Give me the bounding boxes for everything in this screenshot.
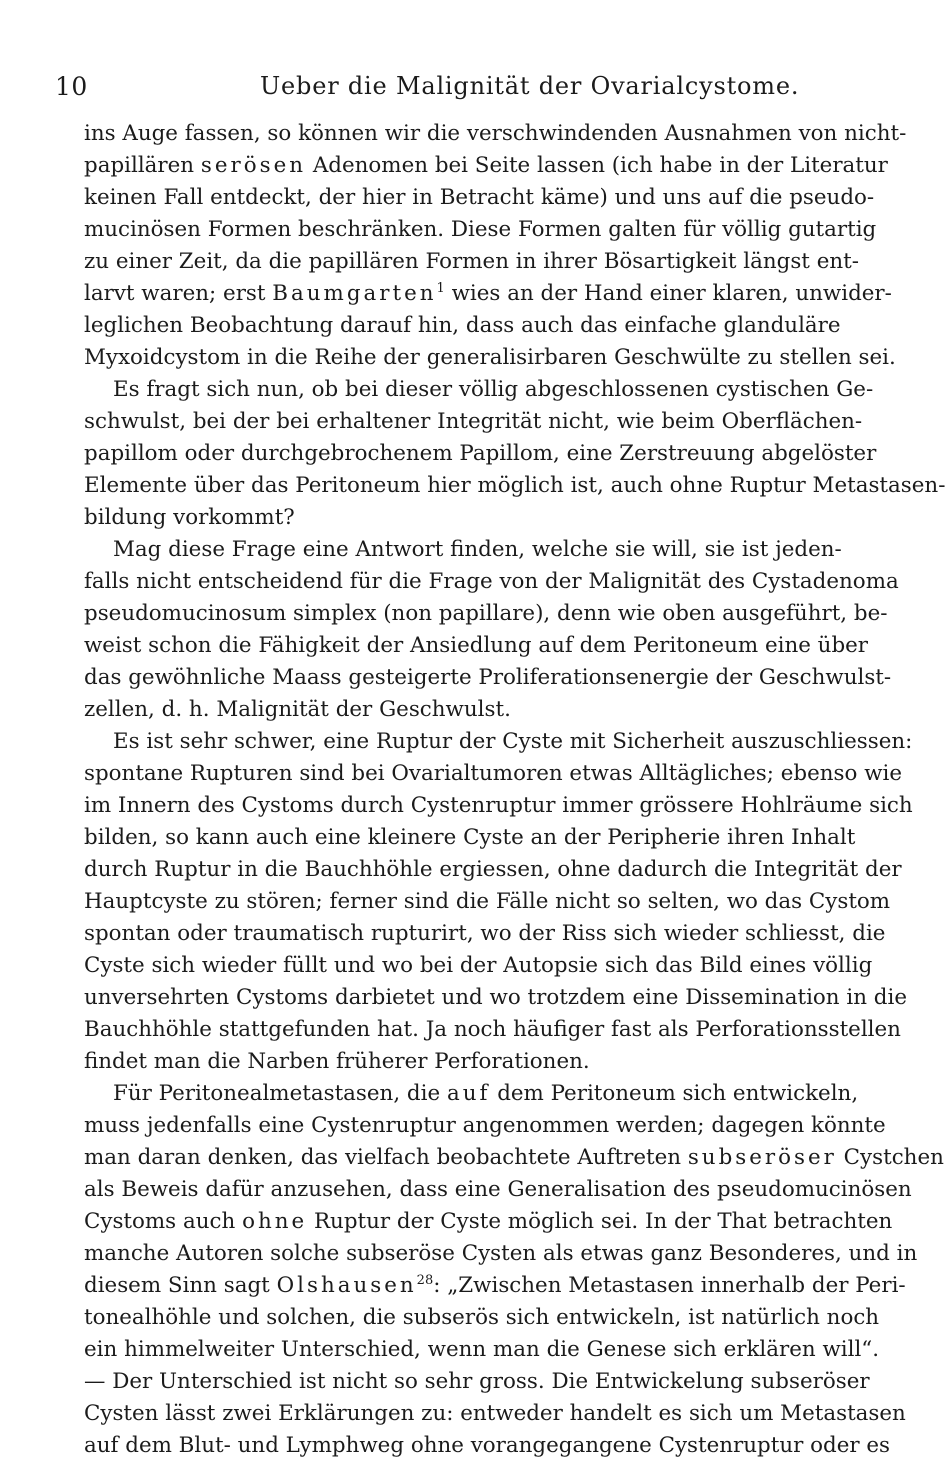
text-line: keinen Fall entdeckt, der hier in Betracht käme) und uns auf die pseudo-: [84, 185, 875, 210]
running-header: [55, 72, 800, 108]
text-line: mucinösen Formen beschränken. Diese Formen galten für völlig gutartig: [84, 217, 877, 242]
text-line: im Innern des Cystoms durch Cystenruptur immer grössere Hohlräume sich: [84, 793, 913, 818]
text-line: unversehrten Cystoms darbietet und wo trotzdem eine Dissemination in die: [84, 985, 907, 1010]
text-line: spontan oder traumatisch rupturirt, wo der Riss sich wieder schliesst, die: [84, 921, 886, 946]
spaced-emphasis: subseröser: [687, 1145, 837, 1170]
text-line: tonealhöhle und solchen, die subserös sich entwickeln, ist natürlich noch: [84, 1305, 880, 1330]
text-line: bilden, so kann auch eine kleinere Cyste an der Peripherie ihren Inhalt: [84, 825, 856, 850]
spaced-emphasis: serösen: [200, 153, 307, 178]
text-line: ins Auge fassen, so können wir die verschwindenden Ausnahmen von nicht-: [84, 121, 907, 146]
author-name: Baumgarten: [272, 281, 437, 306]
text-line: durch Ruptur in die Bauchhöhle ergiessen, ohne dadurch die Integrität der: [84, 857, 902, 882]
text-line: papillom oder durchgebrochenem Papillom, eine Zerstreuung abgelöster: [84, 441, 877, 466]
text-line: zu einer Zeit, da die papillären Formen in ihrer Bösartigkeit längst ent-: [84, 249, 859, 274]
text-line: man daran denken, das vielfach beobachtete Auftreten subseröser Cystchen: [84, 1145, 944, 1170]
text-line: findet man die Narben früherer Perforationen.: [84, 1049, 590, 1074]
paragraph-start: Für Peritonealmetastasen, die auf dem Peritoneum sich entwickeln,: [113, 1081, 859, 1106]
text-line: Cystoms auch ohne Ruptur der Cyste möglich sei. In der That betrachten: [84, 1209, 893, 1234]
text-line: larvt waren; erst Baumgarten$^1$ wies an der Hand einer klaren, unwider-: [84, 280, 892, 306]
body-text: [84, 118, 945, 1462]
text-line: Hauptcyste zu stören; ferner sind die Fälle nicht so selten, wo das Cystom: [84, 889, 891, 914]
text-line: leglichen Beobachtung darauf hin, dass auch das einfache glanduläre: [84, 313, 841, 338]
text-line: als Beweis dafür anzusehen, dass eine Generalisation des pseudomucinösen: [84, 1177, 912, 1202]
text-line: pseudomucinosum simplex (non papillare), denn wie oben ausgeführt, be-: [84, 601, 888, 626]
text-line: Bauchhöhle stattgefunden hat. Ja noch häufiger fast als Perforationsstellen: [84, 1017, 901, 1042]
text-line: Elemente über das Peritoneum hier möglich ist, auch ohne Ruptur Metastasen-: [84, 473, 945, 498]
running-title: Ueber die Malignität der Ovarialcystome.: [260, 72, 800, 100]
footnote-ref: 28: [416, 1272, 434, 1288]
text-line: zellen, d. h. Malignität der Geschwulst.: [84, 697, 511, 722]
paragraph-start: Es fragt sich nun, ob bei dieser völlig abgeschlossenen cystischen Ge-: [113, 377, 874, 402]
text-line: bildung vorkommt?: [84, 505, 295, 530]
text-line: Myxoidcystom in die Reihe der generalisirbaren Geschwülte zu stellen sei.: [84, 345, 896, 370]
text-line: spontane Rupturen sind bei Ovarialtumoren etwas Alltägliches; ebenso wie: [84, 761, 903, 786]
text-line: Cyste sich wieder füllt und wo bei der Autopsie sich das Bild eines völlig: [84, 953, 873, 978]
text-line: diesem Sinn sagt Olshausen$^{28}$: „Zwischen Metastasen innerhalb der Peri-: [84, 1272, 906, 1298]
footnote-ref: 1: [436, 280, 445, 296]
paragraph-start: Es ist sehr schwer, eine Ruptur der Cyste mit Sicherheit auszuschliessen:: [113, 729, 913, 754]
text-line: schwulst, bei der bei erhaltener Integrität nicht, wie beim Oberflächen-: [84, 409, 863, 434]
text-line: — Der Unterschied ist nicht so sehr gross. Die Entwickelung subseröser: [84, 1369, 870, 1394]
page-number: 10: [55, 72, 88, 101]
text-line: papillären serösen Adenomen bei Seite lassen (ich habe in der Literatur: [84, 153, 888, 178]
text-line: falls nicht entscheidend für die Frage von der Malignität des Cystadenoma: [84, 569, 899, 594]
text-line: auf dem Blut- und Lymphweg ohne vorangegangene Cystenruptur oder es: [84, 1433, 891, 1458]
author-name: Olshausen: [276, 1273, 417, 1298]
spaced-emphasis: ohne: [242, 1209, 308, 1234]
text-line: manche Autoren solche subseröse Cysten als etwas ganz Besonderes, und in: [84, 1241, 918, 1266]
paragraph-start: Mag diese Frage eine Antwort finden, welche sie will, sie ist jeden-: [113, 537, 842, 562]
text-line: muss jedenfalls eine Cystenruptur angenommen werden; dagegen könnte: [84, 1113, 886, 1138]
text-line: ein himmelweiter Unterschied, wenn man die Genese sich erklären will“.: [84, 1337, 880, 1362]
text-line: weist schon die Fähigkeit der Ansiedlung auf dem Peritoneum eine über: [84, 633, 869, 658]
text-line: Cysten lässt zwei Erklärungen zu: entweder handelt es sich um Metastasen: [84, 1401, 906, 1426]
spaced-emphasis: auf: [446, 1081, 491, 1106]
text-line: das gewöhnliche Maass gesteigerte Proliferationsenergie der Geschwulst-: [84, 665, 892, 690]
